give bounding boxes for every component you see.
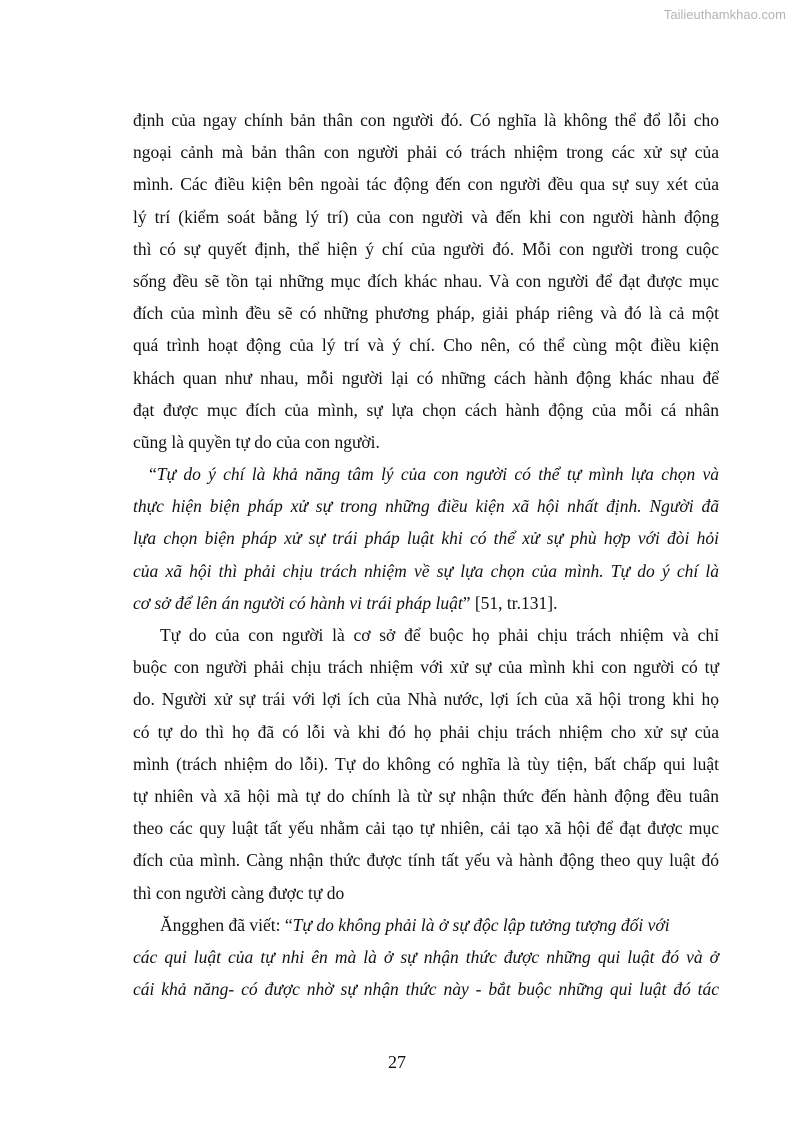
quote-line (133, 587, 719, 619)
text-line: ngoại cảnh mà bản thân con người phải có trách nhiệm trong các xử sự của (133, 142, 719, 163)
text-line: thì con người càng được tự do (133, 882, 345, 903)
text-line: khách quan như nhau, mỗi người lại có những cách hành động khác nhau để (133, 367, 719, 388)
quote-line: cái khả năng- có được nhờ sự nhận thức này - bắt buộc những qui luật đó tác (133, 979, 719, 1000)
text-line: lý trí (kiểm soát bằng lý trí) của con người và đến khi con người hành động (133, 206, 719, 227)
citation: [51, tr.131]. (470, 592, 558, 613)
quote-line: thực hiện biện pháp xử sự trong những điều kiện xã hội nhất định. Người đã (133, 496, 719, 517)
text-line: buộc con người phải chịu trách nhiệm với xử sự của mình khi con người có tự (133, 657, 719, 678)
text-line: đích của mình đều sẽ có những phương pháp, giải pháp riêng và đó là cả một (133, 303, 719, 324)
quote-text: Tự do không phải là ở sự độc lập tưởng tượng đối với (292, 914, 670, 935)
document-body (133, 104, 719, 1005)
quote-line: lựa chọn biện pháp xử sự trái pháp luật khi có thể xử sự phù hợp với đòi hỏi (133, 528, 719, 549)
text-line: thì có sự quyết định, thể hiện ý chí của người đó. Mỗi con người trong cuộc (133, 238, 719, 259)
text-line: mình (trách nhiệm do lỗi). Tự do không có nghĩa là tùy tiện, bất chấp qui luật (133, 753, 719, 774)
text-line: mình. Các điều kiện bên ngoài tác động đến con người đều qua sự suy xét của (133, 174, 719, 195)
watermark-text: Tailieuthamkhao.com (663, 7, 786, 22)
paragraph-1 (133, 104, 719, 458)
quotation (133, 458, 719, 619)
paragraph-3 (133, 909, 719, 1006)
quote-line (133, 458, 719, 490)
text-line: Tự do của con người là cơ sở để buộc họ phải chịu trách nhiệm và chỉ (160, 625, 719, 645)
text-line (133, 909, 719, 941)
text-line: sống đều sẽ tồn tại những mục đích khác nhau. Và con người để đạt được mục (133, 270, 719, 291)
quote-text: Tự do ý chí là khả năng tâm lý của con người có thể tự mình lựa chọn và (156, 464, 719, 485)
text-line: tự nhiên và xã hội mà tự do chính là từ sự nhận thức đến hành động đều tuân (133, 785, 719, 806)
text-line: đích của mình. Càng nhận thức được tính tất yếu và hành động theo quy luật đó (133, 850, 719, 871)
text-line: có tự do thì họ đã có lỗi và khi đó họ phải chịu trách nhiệm cho xử sự của (133, 721, 719, 742)
text-line: cũng là quyền tự do của con người. (133, 431, 380, 452)
text-line: định của ngay chính bản thân con người đó. Có nghĩa là không thể đổ lỗi cho (133, 110, 719, 130)
text-line: quá trình hoạt động của lý trí và ý chí. Cho nên, có thể cùng một điều kiện (133, 335, 719, 356)
text-line: đạt được mục đích của mình, sự lựa chọn cách hành động của mỗi cá nhân (133, 399, 719, 420)
page-number: 27 (388, 1052, 406, 1072)
paragraph-2 (133, 619, 719, 909)
text-line: do. Người xử sự trái với lợi ích của Nhà nước, lợi ích của xã hội trong khi họ (133, 689, 719, 710)
quote-line: các qui luật của tự nhi ên mà là ở sự nhận thức được những qui luật đó và ở (133, 946, 719, 967)
quote-line: của xã hội thì phải chịu trách nhiệm về sự lựa chọn của mình. Tự do ý chí là (133, 560, 719, 581)
text-line: theo các quy luật tất yếu nhằm cải tạo tự nhiên, cải tạo xã hội để đạt được mục (133, 818, 719, 839)
close-quote-mark: ” (462, 592, 471, 613)
paragraph-lead: Ăngghen đã viết: “ (160, 914, 293, 935)
quote-text: cơ sở để lên án người có hành vi trái pháp luật (133, 592, 463, 613)
open-quote-mark: “ (149, 464, 157, 485)
